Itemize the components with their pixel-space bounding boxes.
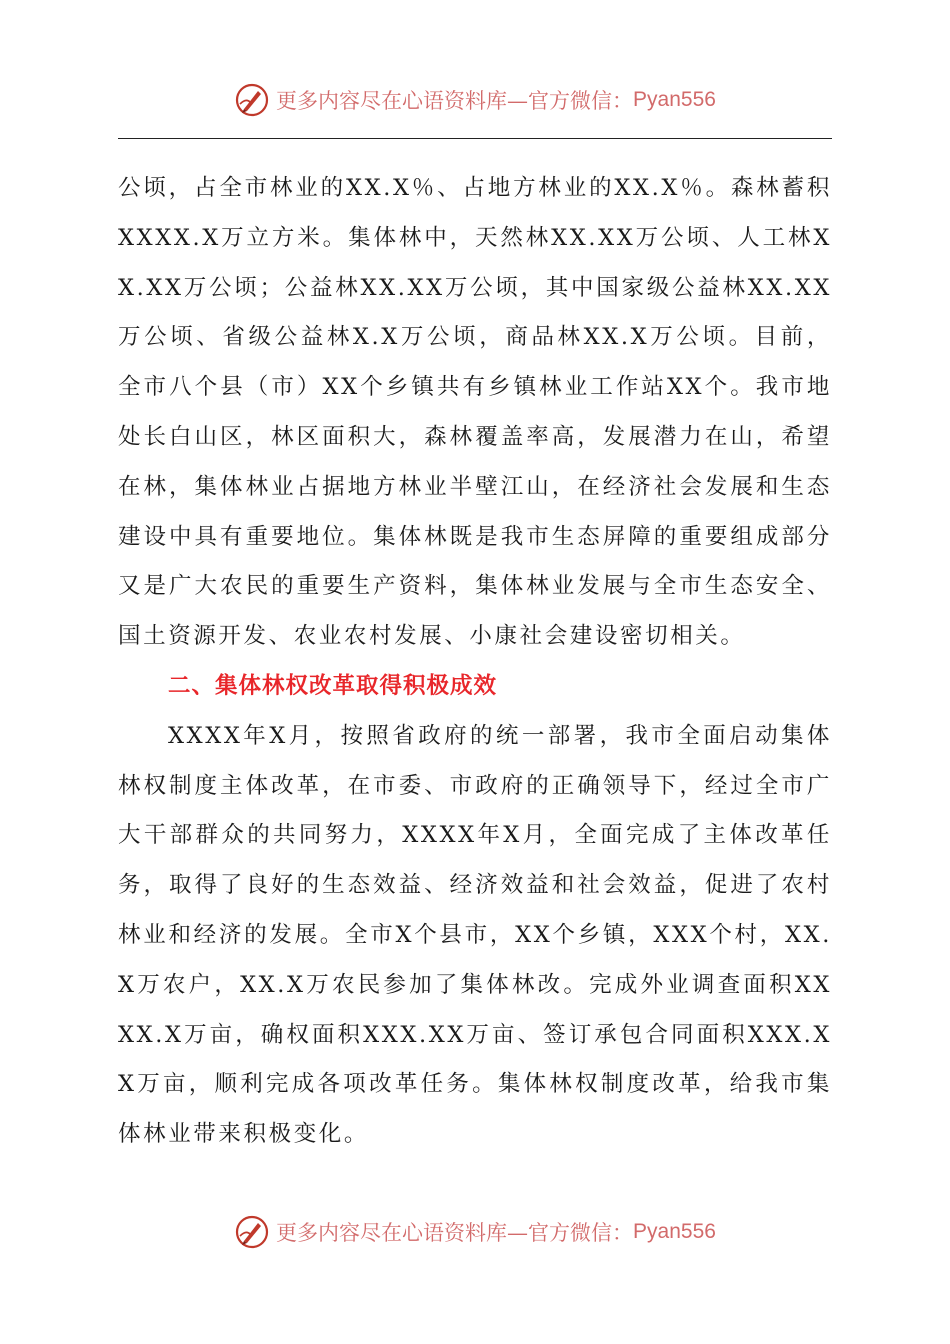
section-heading: 二、集体林权改革取得积极成效	[168, 672, 498, 699]
banner-text: 更多内容尽在心语资料库—官方微信：	[276, 89, 634, 113]
banner-text: 更多内容尽在心语资料库—官方微信：	[276, 1221, 634, 1245]
pen-quill-icon	[234, 1214, 270, 1250]
paragraph-reform-results: XXXX年X月，按照省政府的统一部署，我市全面启动集体林权制度主体改革，在市委、市政府的正确领导下，经过全市广大干部群众的共同努力，XXXX年X月，全面完成了主体改革任务，取得了良好的生态效益、经济效益和社会效益，促进了农村林业和经济的发展。全市X个县市，XX个乡镇，XXX个村，XX.X万农户，XX.X万农民参加了集体林改。完成外业调查面积XXXX.X万亩，确权面积XXX.XX万亩、签订承包合同面积XXX.XX万亩，顺利完成各项改革任务。集体林权制度改革，给我市集体林业带来积极变化。	[118, 722, 832, 1148]
header-banner	[0, 80, 950, 120]
paragraph-forest-overview: 公顷，占全市林业的XX.X％、占地方林业的XX.X％。森林蓄积XXXX.X万立方米。集体林中，天然林XX.XX万公顷、人工林XX.XX万公顷；公益林XX.XX万公顷，其中国家级公益林XX.XX万公顷、省级公益林X.X万公顷，商品林XX.X万公顷。目前，全市八个县（市）XX个乡镇共有乡镇林业工作站XX个。我市地处长白山区，林区面积大，森林覆盖率高，发展潜力在山，希望在林，集体林业占据地方林业半壁江山，在经济社会发展和生态建设中具有重要地位。集体林既是我市生态屏障的重要组成部分又是广大农民的重要生产资料，集体林业发展与全市生态安全、国土资源开发、农业农村发展、小康社会建设密切相关。	[118, 175, 832, 650]
footer-banner	[0, 1212, 950, 1252]
wechat-id: Pyan556	[633, 88, 716, 111]
header-divider	[118, 138, 832, 139]
wechat-id: Pyan556	[633, 1220, 716, 1243]
document-body	[118, 164, 832, 1160]
pen-quill-icon	[234, 82, 270, 118]
